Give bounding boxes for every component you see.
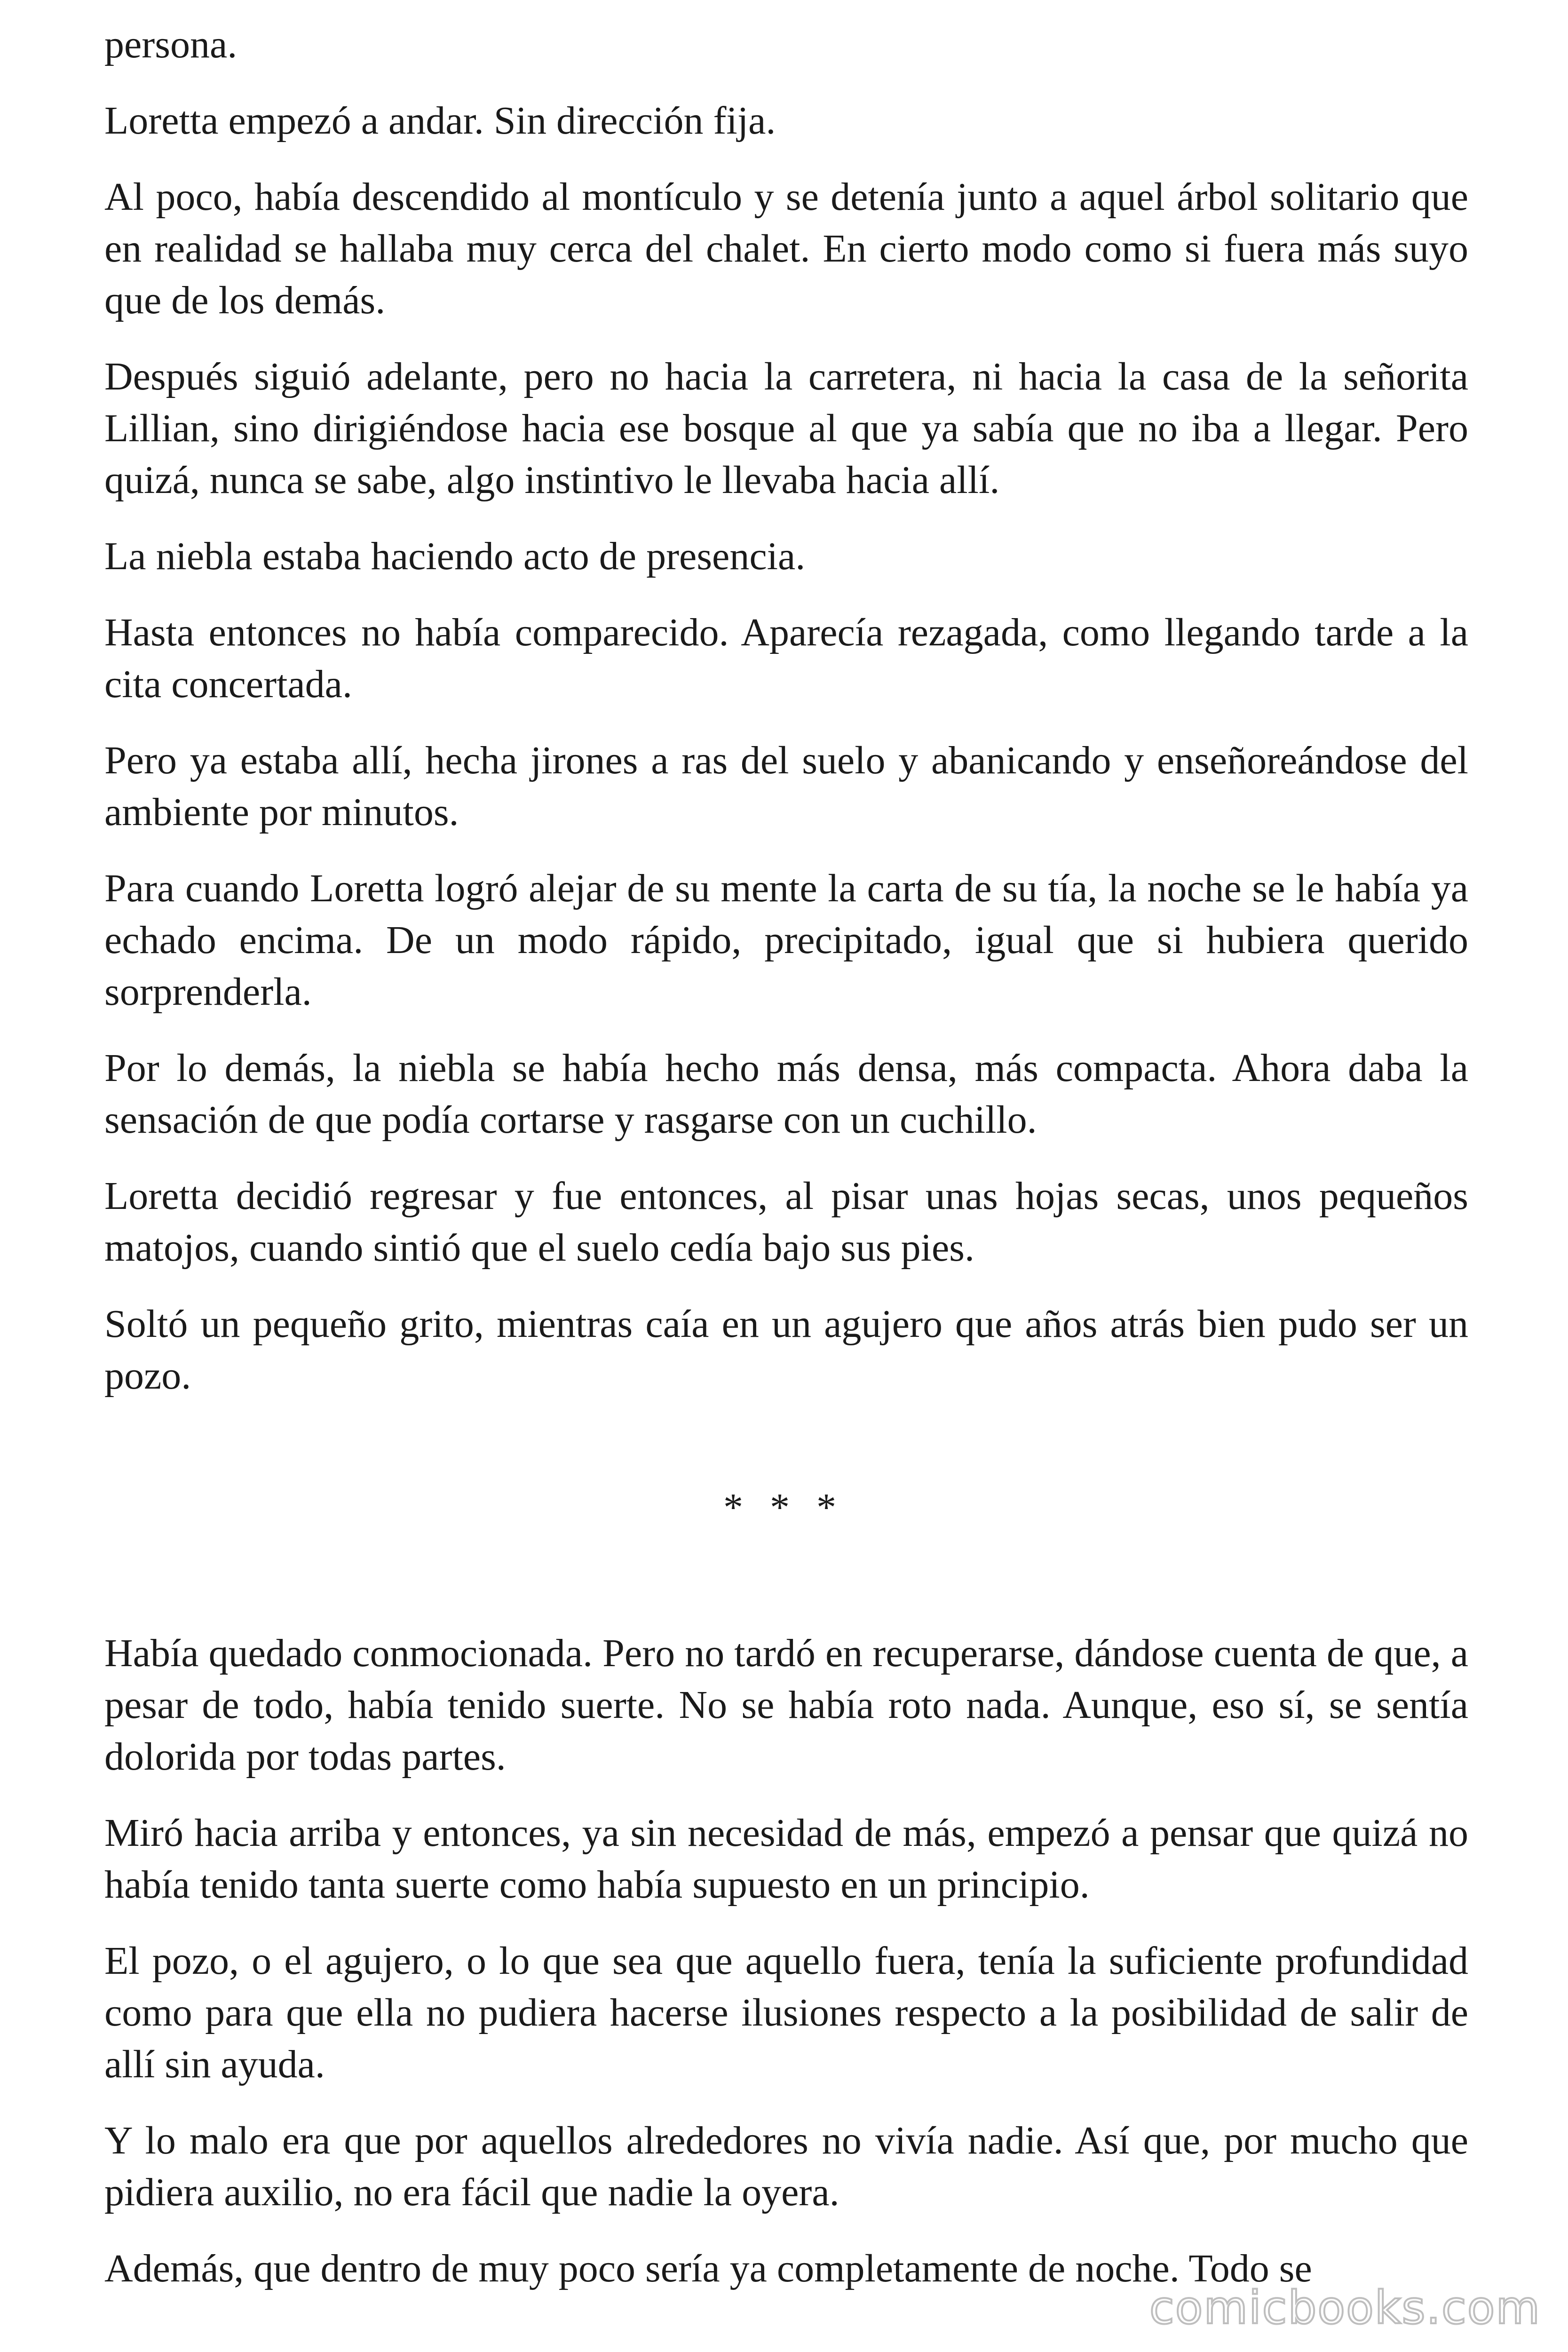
paragraph: Hasta entonces no había comparecido. Aparecía rezagada, como llegando tarde a la cita concertada. [104,611,1468,706]
paragraph: La niebla estaba haciendo acto de presencia. [104,534,806,578]
paragraph: Y lo malo era que por aquellos alrededores no vivía nadie. Así que, por mucho que pidiera auxilio, no era fácil que nadie la oyera. [104,2119,1468,2214]
paragraph: Miró hacia arriba y entonces, ya sin necesidad de más, empezó a pensar que quizá no había tenido tanta suerte como había supuesto en un principio. [104,1811,1468,1907]
paragraph: Para cuando Loretta logró alejar de su mente la carta de su tía, la noche se le había ya echado encima. De un modo rápido, precipitado, igual que si hubiera querido sorprenderla. [104,866,1468,1014]
paragraph: Por lo demás, la niebla se había hecho más densa, más compacta. Ahora daba la sensación de que podía cortarse y rasgarse con un cuchillo. [104,1046,1468,1142]
text-section-one [104,19,1468,1426]
paragraph: Loretta decidió regresar y fue entonces, al pisar unas hojas secas, unos pequeños matojos, cuando sintió que el suelo cedía bajo sus pies. [104,1174,1468,1270]
paragraph: El pozo, o el agujero, o lo que sea que aquello fuera, tenía la suficiente profundidad como para que ella no pudiera hacerse ilusiones respecto a la posibilidad de salir de allí sin ayuda. [104,1939,1468,2086]
text-section-two [104,1628,1468,2319]
paragraph: Después siguió adelante, pero no hacia la carretera, ni hacia la casa de la señorita Lillian, sino dirigiéndose hacia ese bosque al que ya sabía que no iba a llegar. Pero quizá, nunca se sabe, algo instintivo le llevaba hacia allí. [104,355,1468,502]
section-separator: * * * [723,1486,845,1529]
paragraph: Además, que dentro de muy poco sería ya completamente de noche. Todo se [104,2247,1312,2290]
paragraph: Soltó un pequeño grito, mientras caía en un agujero que años atrás bien pudo ser un pozo. [104,1302,1468,1398]
paragraph: Loretta empezó a andar. Sin dirección fija. [104,99,776,143]
paragraph: Había quedado conmocionada. Pero no tardó en recuperarse, dándose cuenta de que, a pesar de todo, había tenido suerte. No se había roto nada. Aunque, eso sí, se sentía dolorida por todas partes. [104,1631,1468,1779]
paragraph: Al poco, había descendido al montículo y se detenía junto a aquel árbol solitario que en realidad se hallaba muy cerca del chalet. En cierto modo como si fuera más suyo que de los demás. [104,175,1468,322]
paragraph: persona. [104,23,238,66]
paragraph: Pero ya estaba allí, hecha jirones a ras del suelo y abanicando y enseñoreándose del ambiente por minutos. [104,739,1468,834]
watermark: comicbooks.com [1149,2281,1541,2334]
